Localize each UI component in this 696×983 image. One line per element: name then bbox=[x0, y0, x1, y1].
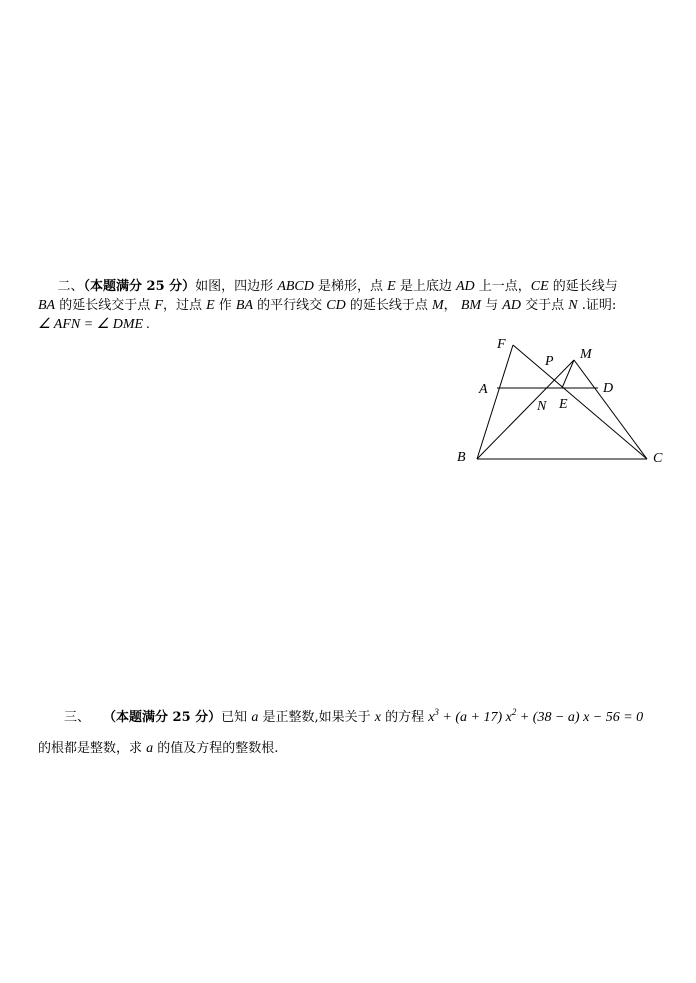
text: 是梯形，点 bbox=[313, 279, 388, 294]
problem-2-claim: ∠ AFN = ∠ DME . bbox=[38, 317, 151, 332]
text: ， bbox=[443, 298, 461, 313]
text: 如图，四边形 bbox=[195, 279, 278, 294]
var: N bbox=[568, 298, 578, 313]
text: 的根都是整数，求 bbox=[38, 741, 147, 756]
problem-3-line-1 bbox=[38, 703, 668, 727]
var: CD bbox=[326, 298, 346, 313]
var: BA bbox=[38, 298, 56, 313]
var: M bbox=[432, 298, 444, 313]
problem-2-line-2 bbox=[38, 296, 668, 315]
text: 的平行线交 bbox=[253, 298, 327, 313]
problem-2-line-1 bbox=[38, 277, 668, 296]
text: ，过点 bbox=[162, 298, 207, 313]
text: 作 bbox=[214, 298, 236, 313]
problem-3 bbox=[38, 703, 668, 758]
problem-2-number: 二、 bbox=[57, 279, 84, 294]
label-N: N bbox=[537, 399, 547, 414]
var: E bbox=[206, 298, 215, 313]
label-D: D bbox=[603, 381, 614, 396]
problem-2-points: （本题满分 25 分） bbox=[83, 279, 196, 294]
eq-part: + (38 − a) x − 56 = 0 bbox=[516, 710, 644, 725]
problem-3-number: 三、 bbox=[64, 710, 91, 725]
text: 的延长线于点 bbox=[345, 298, 432, 313]
text: 是正整数,如果关于 bbox=[258, 710, 375, 725]
problem-3-line-2 bbox=[38, 739, 668, 758]
text: 上一点， bbox=[474, 279, 531, 294]
text: 已知 bbox=[221, 710, 252, 725]
var: ABCD bbox=[277, 279, 314, 294]
segment-BF bbox=[477, 345, 513, 459]
text: 的值及方程的整数根. bbox=[153, 741, 279, 756]
text: 与 bbox=[481, 298, 503, 313]
eq-part: x bbox=[428, 710, 435, 725]
var: BA bbox=[235, 298, 254, 313]
cubic-equation bbox=[428, 707, 644, 725]
label-C: C bbox=[653, 451, 663, 466]
var: E bbox=[387, 279, 396, 294]
label-M: M bbox=[580, 347, 592, 362]
text: 的方程 bbox=[380, 710, 429, 725]
label-F: F bbox=[497, 337, 506, 352]
var: CE bbox=[530, 279, 549, 294]
segment-MC bbox=[574, 360, 647, 459]
problem-3-points: （本题满分 25 分） bbox=[103, 710, 222, 725]
problem-2 bbox=[38, 277, 668, 334]
text: 交于点 bbox=[520, 298, 569, 313]
var: AD bbox=[455, 279, 475, 294]
text: 的延长线交于点 bbox=[55, 298, 155, 313]
var: a bbox=[251, 710, 259, 725]
eq-part: + (a + 17) x bbox=[438, 710, 512, 725]
label-B: B bbox=[457, 450, 466, 465]
text: 是上底边 bbox=[395, 279, 456, 294]
var: AD bbox=[502, 298, 521, 313]
var: a bbox=[146, 741, 154, 756]
var: BM bbox=[460, 298, 482, 313]
text: 的延长线与 bbox=[548, 279, 618, 294]
eq-sup: 3 bbox=[434, 707, 439, 717]
label-P: P bbox=[545, 354, 554, 369]
trapezoid-figure bbox=[450, 333, 670, 468]
label-A: A bbox=[479, 382, 488, 397]
var: F bbox=[154, 298, 163, 313]
segment-EM bbox=[562, 360, 574, 388]
var: x bbox=[374, 710, 381, 725]
text: .证明: bbox=[577, 298, 617, 313]
label-E: E bbox=[559, 397, 568, 412]
eq-sup: 2 bbox=[511, 707, 517, 717]
